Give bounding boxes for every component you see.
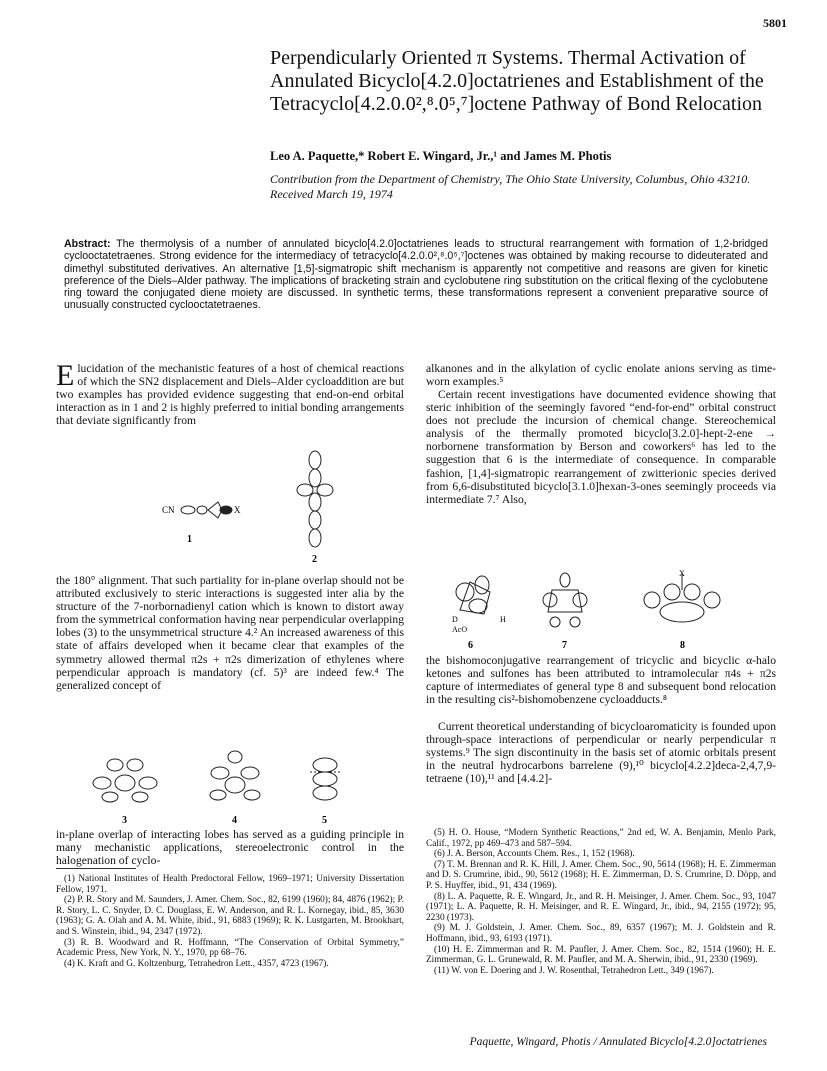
structure-1 xyxy=(162,502,241,545)
page-number: 5801 xyxy=(763,16,787,30)
affiliation: Contribution from the Department of Chemistry, The Ohio State University, Columbus, Ohio 43210. Received March 19, 1974 xyxy=(270,172,751,201)
fig5-label: 5 xyxy=(322,815,327,825)
structure-6 xyxy=(456,576,490,614)
footnote-3: (3) R. B. Woodward and R. Hoffmann, “The Conservation of Orbital Symmetry,” Academic Press, New York, N. Y., 1970, pp 68–76. xyxy=(56,937,404,959)
structure-4 xyxy=(210,751,260,800)
left-para-3: in-plane overlap of interacting lobes has served as a guiding principle in many mechanistic applications, stereoelectronic control in the halogenation of cyclo- xyxy=(56,828,404,868)
fig6-d: D xyxy=(452,615,458,624)
fig7-label: 7 xyxy=(562,640,567,650)
fig6-aco: AcO xyxy=(452,625,468,634)
right-para-3: the bishomoconjugative rearrangement of tricyclic and bicyclic α-halo ketones and sulfones has been attributed to intramolecular π4s + π2s capture of intermediates of general type 8 and subsequent bond relocation in the resulting cis²-bishomobenzene cycloadducts.⁸ xyxy=(426,654,776,707)
fig2-label: 2 xyxy=(312,554,317,565)
figure-1-2 xyxy=(140,450,380,570)
footnote-rule xyxy=(56,868,136,869)
footnote-6: (6) J. A. Berson, Accounts Chem. Res., 1, 152 (1968). xyxy=(434,849,635,860)
footnote-9: (9) M. J. Goldstein, J. Amer. Chem. Soc., 89, 6357 (1967); M. J. Goldstein and R. Hoffmann, ibid., 93, 6193 (1971). xyxy=(426,923,776,944)
fig1-group-label: CN xyxy=(162,505,175,515)
structure-8 xyxy=(644,574,720,622)
structure-3 xyxy=(93,759,157,802)
right-para-2: Certain recent investigations have documented evidence showing that steric inhibition of the seemingly favored “end-for-end” orbital construct does not preclude the incursion of chemical change. Stereochemical analysis of the thermally promoted bicyclo[3.2.0]-hept-2-ene → norbornene transformation by Berson and coworkers⁶ has led to the suggestion that 6 is the intermediate of consequence. In comparable fashion, [1,4]-sigmatropic rearrangement of zwitterionic species derived from 6,6-disubstituted bicyclo[3.1.0]hexan-3-ones seemingly proceeds via intermediate 7.⁷ Also, xyxy=(426,388,776,506)
footnote-7: (7) T. M. Brennan and R. K. Hill, J. Amer. Chem. Soc., 90, 5614 (1968); H. E. Zimmerman and D. S. Crumrine, ibid., 90, 5612 (1968); H. E. Zimmerman, D. S. Crumrine, D. Döpp, and P. S. Huyffer, ibid., 91, 434 (1969). xyxy=(426,859,776,891)
left-para-1-block xyxy=(56,359,404,428)
drop-cap: E xyxy=(56,359,75,392)
abstract-text: The thermolysis of a number of annulated bicyclo[4.2.0]octatrienes leads to structural rearrangement with formation of 1,2-bridged cyclooctatetraenes. Strong evidence for the intermediacy of tetracyclo[4.2.0.0²,⁸.0⁵,⁷]octenes was obtained by making recourse to dideuterated and dimethyl substituted derivatives. An alternative [1,5]-sigmatropic shift mechanism is apparently not competitive and reasons are given for kinetic preference of the Diels–Alder pathway. The implications of bracketing strain and cyclobutene ring substitution on the critical flexing of the cyclobutene ring toward the conjugated diene moiety are discussed. In synthetic terms, these transformations represent a convenient preparative source of unusually constructed cyclooctatetraenes. xyxy=(64,238,768,312)
fig1-label: 1 xyxy=(187,534,192,545)
abstract xyxy=(64,238,768,312)
fig6-h: H xyxy=(500,615,506,624)
footnotes-left xyxy=(56,874,404,969)
figure-3-4-5 xyxy=(80,745,400,825)
right-para-4: Current theoretical understanding of bicycloaromaticity is founded upon through-space interactions of perpendicular or nearly perpendicular π systems.⁹ The sign discontinuity in the basis set of atomic orbitals present in the neutral hydrocarbons barrelene (9),¹⁰ bicyclo[4.2.2]deca-2,4,7,9-tetraene (10),¹¹ and [4.4.2]- xyxy=(426,720,776,786)
footnote-1: (1) National Institutes of Health Predoctoral Fellow, 1969–1971; University Dissertation Fellow, 1971. xyxy=(56,874,404,895)
fig8-x: X xyxy=(679,570,685,578)
footnote-5: (5) H. O. House, “Modern Synthetic Reactions,” 2nd ed, W. A. Benjamin, Menlo Park, Calif., 1972, pp 469–473 and 587–594. xyxy=(426,828,776,849)
structure-5 xyxy=(310,758,340,800)
left-para-2: the 180° alignment. That such partiality for in-plane overlap should not be attributed exclusively to steric interactions is suggested inter alia by the structure of the 7-norbornadienyl cation which is known to distort away from the symmetrical conformation having near perpendicular overlapping lobes (3) to the unsymmetrical structure 4.² An increased awareness of this state of affairs developed when it became clear that examples of the symmetry allowed thermal π2s + π2s dimerization of ethylenes where perpendicular approach is mandatory (cf. 5)³ are indeed few.⁴ The generalized concept of xyxy=(56,574,404,692)
authors: Leo A. Paquette,* Robert E. Wingard, Jr.,¹ and James M. Photis xyxy=(270,149,612,163)
structure-2 xyxy=(297,451,333,547)
footnote-2: (2) P. R. Story and M. Saunders, J. Amer. Chem. Soc., 82, 6199 (1960); 84, 4876 (1962); P. R. Story, L. C. Snyder, D. C. Douglass, E. W. Anderson, and R. L. Kornegay, ibid., 85, 3630 (1963); G. A. Olah and A. M. White, ibid., 91, 6883 (1969); R. K. Lustgarten, M. Brookhart, and S. Winstein, ibid., 94, 2347 (1972). xyxy=(56,895,404,937)
running-footer: Paquette, Wingard, Photis / Annulated Bicyclo[4.2.0]octatrienes xyxy=(469,1036,767,1048)
right-para-1: alkanones and in the alkylation of cyclic enolate anions serving as time-worn examples.⁵ xyxy=(426,362,776,389)
footnote-11: (11) W. von E. Doering and J. W. Rosenthal, Tetrahedron Lett., 349 (1967). xyxy=(434,965,714,976)
footnote-4: (4) K. Kraft and G. Koltzenburg, Tetrahedron Lett., 4357, 4723 (1967). xyxy=(64,958,329,969)
left-para-1: lucidation of the mechanistic features of a host of chemical reactions of which the SN2 displacement and Diels–Alder cycloaddition are but two examples has provided evidence suggesting that end-on-end orbital interaction as in 1 and 2 is highly preferred to initial bonding arrangements that deviate significantly from xyxy=(56,362,404,428)
fig1-x-label: X xyxy=(234,505,241,515)
figure-6-7-8 xyxy=(440,570,780,650)
footnotes-right xyxy=(426,828,776,976)
fig4-label: 4 xyxy=(232,815,237,825)
fig8-label: 8 xyxy=(680,640,685,650)
footnote-8: (8) L. A. Paquette, R. E. Wingard, Jr., and R. H. Meisinger, J. Amer. Chem. Soc., 93, 1047 (1971); L. A. Paquette, R. H. Meisinger, and R. E. Wingard, Jr., ibid., 94, 2155 (1972); 95, 2230 (1973). xyxy=(426,891,776,923)
fig6-label: 6 xyxy=(468,640,473,650)
abstract-label: Abstract: xyxy=(64,238,111,250)
article-title: Perpendicularly Oriented π Systems. Thermal Activation of Annulated Bicyclo[4.2.0]octatrienes and Establishment of the Tetracyclo[4.2.0.0²,⁸.0⁵,⁷]octene Pathway of Bond Relocation xyxy=(270,47,764,115)
footnote-10: (10) H. E. Zimmerman and R. M. Paufler, J. Amer. Chem. Soc., 82, 1514 (1960); H. E. Zimmerman, G. L. Grunewald, R. M. Paufler, and M. A. Sherwin, ibid., 91, 2330 (1969). xyxy=(426,944,776,966)
fig3-label: 3 xyxy=(122,815,127,825)
structure-7 xyxy=(543,573,587,627)
